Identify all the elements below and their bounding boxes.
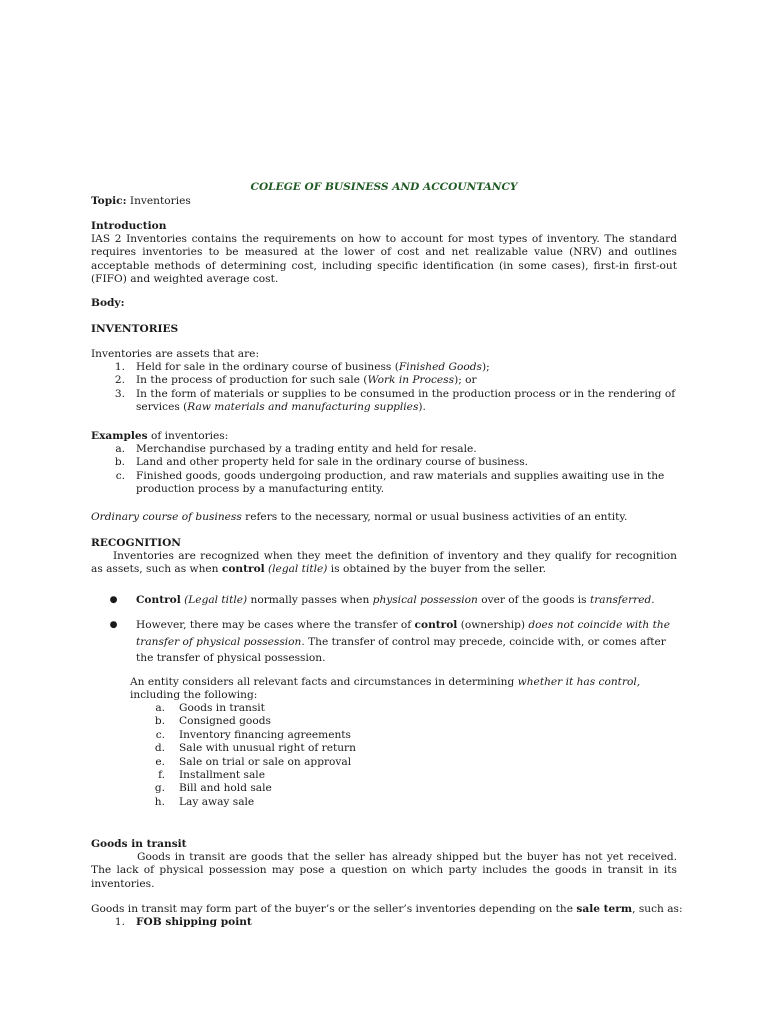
- transit-form-paragraph: Goods in transit may form part of the buyer’s or the seller’s inventories depending on the sale term, such as:: [91, 903, 683, 915]
- transit-heading: Goods in transit: [91, 838, 187, 850]
- fob-list: [80, 916, 680, 929]
- list-item: h. Lay away sale: [154, 795, 255, 808]
- examples-list: [80, 443, 680, 497]
- bullet-item: ● Control (Legal title) normally passes when physical possession over of the goods is transferred.: [91, 594, 677, 607]
- list-item: e. Sale on trial or sale on approval: [155, 755, 352, 768]
- transit-paragraph: Goods in transit are goods that the seller has already shipped but the buyer has not yet received. The lack of physical possession may pose a question on which party includes the goods in transit in its inventories.: [91, 851, 677, 890]
- entity-considers: An entity considers all relevant facts and circumstances in determining whether it has control,: [130, 676, 641, 688]
- ordinary-course-definition: Ordinary course of business refers to the necessary, normal or usual business activities of an entity.: [91, 511, 628, 523]
- list-item: f. Installment sale: [158, 769, 265, 782]
- list-item: a. Goods in transit: [155, 702, 265, 714]
- intro-heading: Introduction: [91, 220, 167, 232]
- bullet-icon: ●: [109, 595, 118, 605]
- recognition-paragraph: Inventories are recognized when they meet the definition of inventory and they qualify for recognition as assets, such as when control (legal title) is obtained by the buyer from the seller.: [91, 550, 677, 576]
- list-item: 1. Held for sale in the ordinary course of business (Finished Goods);: [114, 361, 490, 373]
- list-item: c. Finished goods, goods undergoing production, and raw materials and supplies awaiting use in the production process by a manufacturing entity.: [115, 469, 665, 496]
- list-item: g. Bill and hold sale: [154, 782, 272, 795]
- list-item: c. Inventory financing agreements: [155, 728, 351, 741]
- assets-list: [80, 361, 680, 415]
- control-list: [91, 702, 491, 809]
- assets-intro: Inventories are assets that are:: [91, 348, 260, 360]
- list-item: b. Consigned goods: [154, 715, 271, 728]
- inventories-heading: INVENTORIES: [91, 323, 179, 335]
- topic-line: [91, 195, 677, 208]
- body-heading: Body:: [91, 297, 125, 309]
- list-item: 1. FOB shipping point: [114, 916, 252, 928]
- list-item: b. Land and other property held for sale in the ordinary course of business.: [114, 456, 529, 469]
- topic-value: Inventories: [129, 195, 191, 207]
- list-item: 3. In the form of materials or supplies to be consumed in the production process or in the rendering of services (Raw materials and manufacturing supplies).: [114, 387, 676, 414]
- list-item: 2. In the process of production for such sale (Work in Process); or: [114, 374, 477, 387]
- list-item: a. Merchandise purchased by a trading entity and held for resale.: [115, 443, 477, 455]
- intro-paragraph: IAS 2 Inventories contains the requirements on how to account for most types of inventory. The standard requires inventories to be measured at the lower of cost and net realizable value (NRV) and outlines acceptable methods of determining cost, including specific identification (in some cases), first-in first-out (FIFO) and weighted average cost.: [91, 233, 677, 286]
- entity-considers-cont: including the following:: [130, 689, 258, 701]
- college-title: COLEGE OF BUSINESS AND ACCOUNTANCY: [250, 181, 518, 193]
- topic-label: Topic:: [91, 195, 127, 207]
- bullet-icon: ●: [109, 620, 118, 631]
- list-item: d. Sale with unusual right of return: [154, 742, 356, 755]
- recognition-heading: RECOGNITION: [91, 537, 181, 549]
- bullet-list: [91, 594, 677, 667]
- examples-intro: Examples of inventories:: [91, 430, 229, 442]
- bullet-item: ● However, there may be cases where the transfer of control (ownership) does not coincide with the transfer of physical possession. The transfer of control may precede, coincide with, or comes after the transfer of physical possession.: [91, 617, 677, 667]
